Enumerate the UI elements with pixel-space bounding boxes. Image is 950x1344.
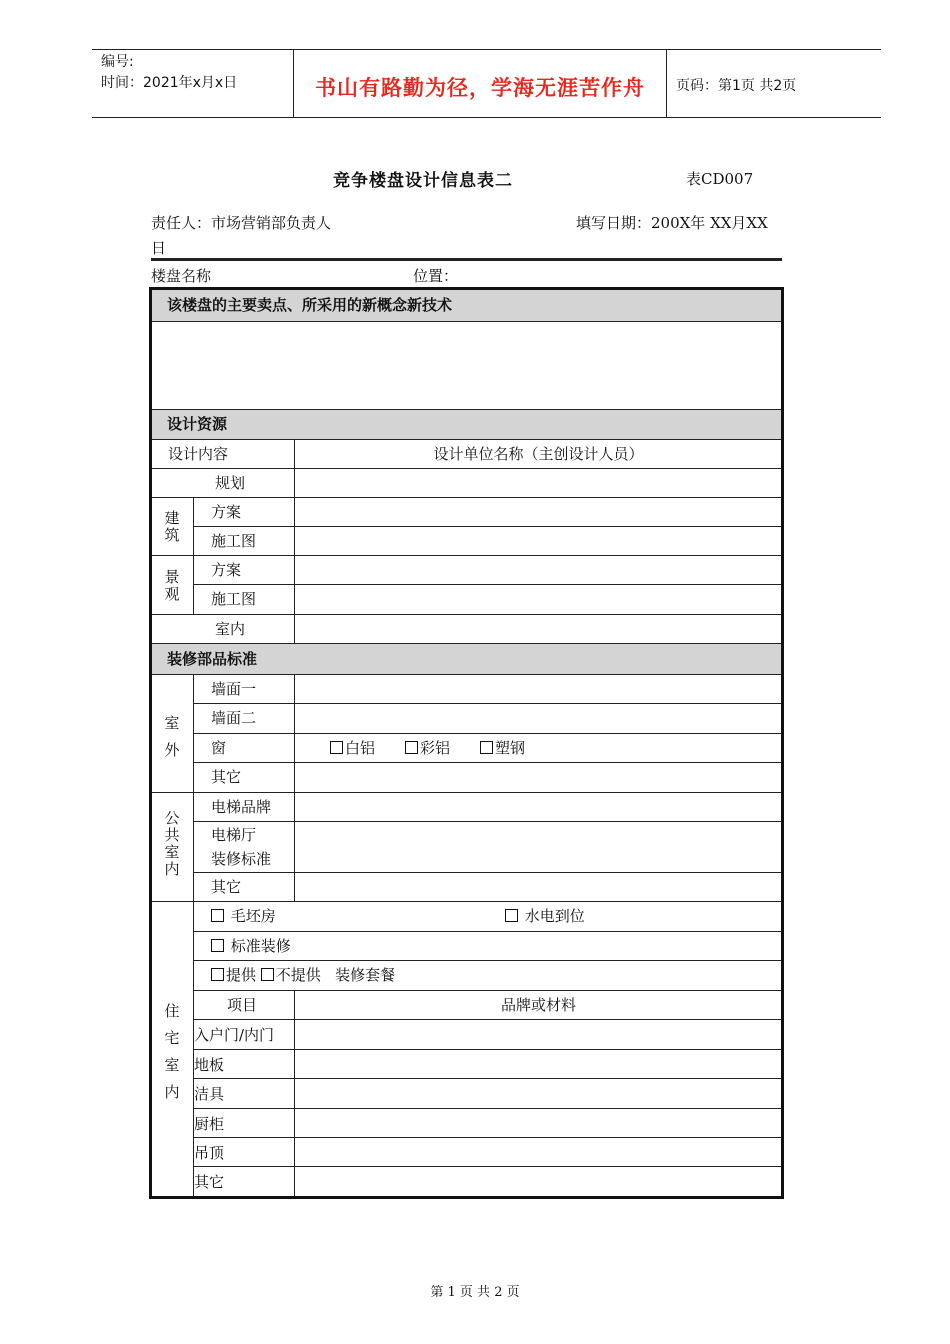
checkbox-icon	[480, 741, 493, 754]
wall-one-field[interactable]	[295, 675, 781, 703]
checkbox-icon	[261, 968, 274, 981]
package-options	[211, 961, 395, 990]
wall-one-label: 墙面一	[211, 680, 257, 698]
exterior-other-field[interactable]	[295, 763, 781, 792]
brand-header: 品牌或材料	[500, 996, 576, 1014]
wall-two-label: 墙面二	[211, 709, 257, 727]
section-decoration-standard: 装修部品标准	[152, 644, 781, 674]
location-label: 位置：	[413, 267, 459, 285]
architecture-scheme-field[interactable]	[295, 498, 781, 526]
checkbox-icon	[211, 968, 224, 981]
page-footer: 第 1 页 共 2 页	[430, 1285, 520, 1300]
sanitary-field[interactable]	[295, 1079, 781, 1107]
landscape-scheme-field[interactable]	[295, 556, 781, 584]
item-header: 项目	[227, 996, 258, 1014]
floor-field[interactable]	[295, 1050, 781, 1078]
planning-label: 规划	[215, 474, 246, 492]
exterior-other-label: 其它	[211, 768, 242, 786]
option-rough-house[interactable]: 毛坯房	[211, 902, 276, 931]
checkbox-icon	[211, 939, 224, 952]
interior-field[interactable]	[295, 615, 781, 643]
checkbox-icon	[505, 909, 518, 922]
document-title: 竞争楼盘设计信息表二	[333, 171, 513, 191]
header-top-rule	[92, 49, 881, 50]
architecture-construction-label: 施工图	[211, 532, 257, 550]
header-page-info: 页码：第1页 共2页	[676, 78, 797, 94]
elevator-hall-field[interactable]	[295, 822, 781, 872]
checkbox-icon	[330, 741, 343, 754]
window-option-plastic-steel[interactable]: 塑钢	[480, 734, 525, 763]
rule	[294, 674, 295, 902]
elevator-hall-label-2: 装修标准	[211, 850, 272, 868]
public-other-field[interactable]	[295, 873, 781, 901]
entry-door-field[interactable]	[295, 1020, 781, 1048]
cabinet-field[interactable]	[295, 1109, 781, 1137]
checkbox-icon	[405, 741, 418, 754]
checkbox-icon	[211, 909, 224, 922]
interior-label: 室内	[215, 620, 246, 638]
window-option-color-aluminum[interactable]: 彩铝	[405, 734, 450, 763]
window-option-white-aluminum[interactable]: 白铝	[330, 734, 375, 763]
residential-interior-label: 住宅室内	[164, 1002, 180, 1101]
option-not-provide[interactable]: 不提供	[261, 966, 321, 984]
form-code: 表CD007	[686, 170, 754, 188]
rule	[193, 497, 194, 615]
public-other-label: 其它	[211, 878, 242, 896]
residential-other-field[interactable]	[295, 1167, 781, 1195]
rule	[193, 674, 194, 902]
package-label: 装修套餐	[335, 966, 396, 984]
rule	[294, 439, 295, 644]
design-unit-header: 设计单位名称（主创设计人员）	[433, 445, 644, 463]
option-utilities-ready[interactable]: 水电到位	[505, 902, 585, 931]
exterior-label: 室外	[164, 714, 180, 759]
elevator-brand-label: 电梯品牌	[211, 798, 272, 816]
option-provide[interactable]: 提供	[211, 966, 256, 984]
fill-date: 填写日期：200X年 XX月XX	[576, 214, 768, 232]
architecture-scheme-label: 方案	[211, 503, 242, 521]
selling-points-field[interactable]	[152, 322, 781, 409]
header-divider-right	[666, 49, 667, 117]
responsible-person: 责任人：市场营销部负责人	[151, 214, 332, 232]
number-label: 编号:	[101, 54, 134, 70]
wall-two-field[interactable]	[295, 704, 781, 733]
section-selling-points: 该楼盘的主要卖点、所采用的新概念新技术	[152, 290, 781, 321]
header-bottom-rule	[92, 117, 881, 118]
architecture-label: 建筑	[164, 509, 180, 544]
elevator-hall-label-1: 电梯厅	[211, 826, 257, 844]
fill-date-tail: 日	[151, 239, 167, 257]
item-floor: 地板	[194, 1056, 225, 1074]
public-interior-label: 公共室内	[164, 809, 180, 878]
planning-field[interactable]	[295, 469, 781, 497]
design-info-form	[149, 287, 784, 1199]
window-label: 窗	[211, 739, 227, 757]
landscape-construction-label: 施工图	[211, 590, 257, 608]
item-cabinet: 厨柜	[194, 1115, 225, 1133]
time-label: 时间：2021年x月x日	[101, 75, 238, 91]
item-ceiling: 吊顶	[194, 1144, 225, 1162]
item-other: 其它	[194, 1173, 225, 1191]
section-design-resources: 设计资源	[152, 410, 781, 439]
item-sanitary: 洁具	[194, 1085, 225, 1103]
option-standard-decoration[interactable]: 标准装修	[211, 932, 291, 961]
ceiling-field[interactable]	[295, 1138, 781, 1166]
landscape-label: 景观	[164, 568, 180, 603]
header-info	[101, 52, 237, 94]
architecture-construction-field[interactable]	[295, 527, 781, 555]
header-motto: 书山有路勤为径，学海无涯苦作舟	[315, 76, 645, 100]
elevator-brand-field[interactable]	[295, 793, 781, 821]
landscape-scheme-label: 方案	[211, 561, 242, 579]
landscape-construction-field[interactable]	[295, 585, 781, 614]
design-content-header: 设计内容	[168, 445, 229, 463]
item-entry-door: 入户门/内门	[194, 1026, 275, 1044]
property-name-label: 楼盘名称	[151, 267, 212, 285]
meta-thick-rule	[151, 258, 782, 261]
